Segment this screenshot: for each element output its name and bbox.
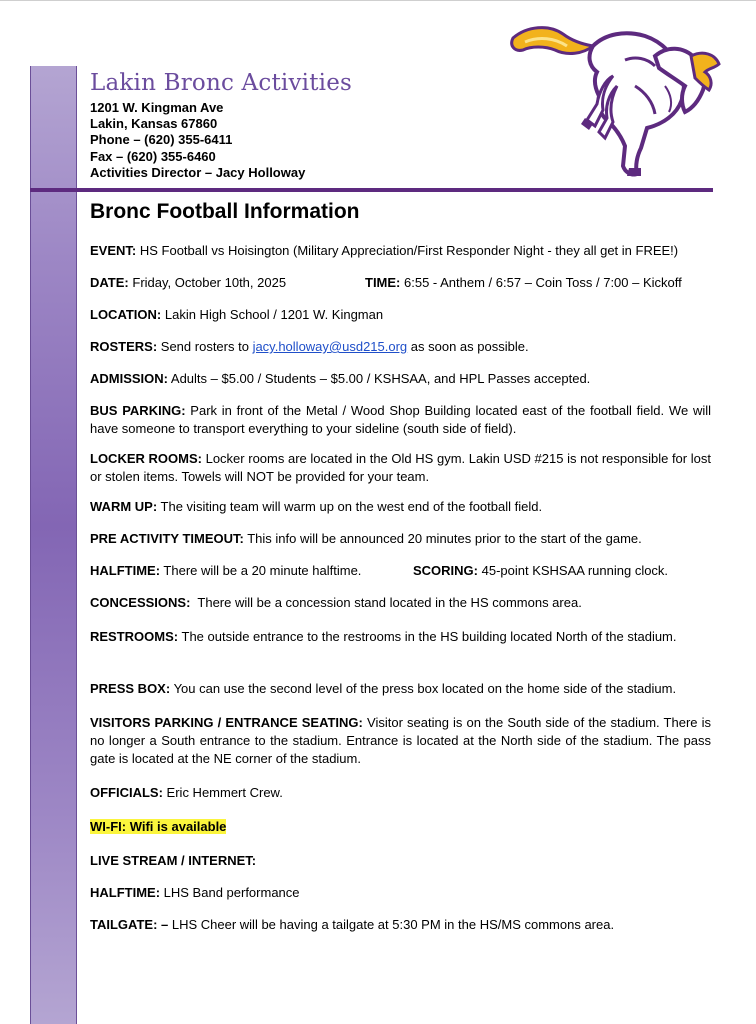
officials-label: OFFICIALS: [90, 785, 163, 800]
press-box-label: PRESS BOX: [90, 681, 171, 696]
location-value: Lakin High School / 1201 W. Kingman [161, 307, 384, 322]
location-label: LOCATION: [90, 307, 162, 322]
visitors-parking-label: VISITORS PARKING / ENTRANCE SEATING: [90, 715, 363, 730]
locker-rooms-value: Locker rooms are located in the Old HS gym. Lakin USD #215 is not responsible for lost or stolen items. Towels will NOT be provided for your team. [90, 451, 711, 484]
location-row [90, 306, 383, 324]
tailgate-value: LHS Cheer will be having a tailgate at 5:30 PM in the HS/MS commons area. [168, 917, 615, 932]
halftime-show-value: LHS Band performance [160, 885, 300, 900]
press-box-value: You can use the second level of the press box located on the home side of the stadium. [170, 681, 677, 696]
concessions-label: CONCESSIONS: [90, 595, 191, 610]
rosters-text-before: Send rosters to [157, 339, 253, 354]
header-divider [30, 188, 713, 192]
org-title: Lakin Bronc Activities [90, 70, 353, 96]
date-label: DATE: [90, 275, 129, 290]
press-box-row [90, 680, 676, 698]
concessions-value: There will be a concession stand located in the HS commons area. [190, 595, 582, 610]
halftime-scoring-row [90, 562, 668, 580]
rosters-row [90, 338, 529, 356]
wifi-row [90, 818, 226, 836]
admission-value: Adults – $5.00 / Students – $5.00 / KSHSAA, and HPL Passes accepted. [168, 371, 591, 386]
date-time-row [90, 274, 682, 292]
page-title: Bronc Football Information [90, 200, 360, 223]
live-stream-row [90, 852, 256, 870]
locker-rooms-label: LOCKER ROOMS: [90, 451, 202, 466]
halftime-label: HALFTIME: [90, 563, 161, 578]
pre-activity-label: PRE ACTIVITY TIMEOUT: [90, 531, 244, 546]
warm-up-row [90, 498, 542, 516]
admission-label: ADMISSION: [90, 371, 168, 386]
top-border [0, 0, 756, 1]
time-label: TIME: [365, 275, 401, 290]
address-line: 1201 W. Kingman Ave [90, 100, 224, 115]
purple-sidebar-bar [30, 66, 77, 1024]
fax-line: Fax – (620) 355-6460 [90, 148, 216, 164]
admission-row [90, 370, 590, 388]
scoring-label: SCORING: [413, 563, 478, 578]
officials-row [90, 784, 283, 802]
halftime-value: There will be a 20 minute halftime. [160, 563, 362, 578]
restrooms-row [90, 628, 711, 646]
pre-activity-value: This info will be announced 20 minutes prior to the start of the game. [243, 531, 642, 546]
contact-block [90, 100, 305, 181]
live-stream-label: LIVE STREAM / INTERNET: [90, 853, 257, 868]
officials-value: Eric Hemmert Crew. [162, 785, 283, 800]
event-label: EVENT: [90, 243, 137, 258]
director-line: Activities Director – Jacy Holloway [90, 164, 306, 180]
event-value: HS Football vs Hoisington (Military Appreciation/First Responder Night - they all get in FREE!) [136, 243, 679, 258]
tailgate-row [90, 916, 614, 934]
city-line: Lakin, Kansas 67860 [90, 116, 218, 132]
warm-up-value: The visiting team will warm up on the west end of the football field. [157, 499, 543, 514]
tailgate-label: TAILGATE: – [90, 917, 169, 932]
bus-parking-value: Park in front of the Metal / Wood Shop Building located east of the football field. We will have someone to transport everything to your sideline (south side of field). [90, 403, 711, 436]
pre-activity-row [90, 530, 642, 548]
rosters-label: ROSTERS: [90, 339, 158, 354]
visitors-parking-row [90, 714, 711, 768]
restrooms-label: RESTROOMS: [90, 629, 179, 644]
rosters-text-after: as soon as possible. [407, 339, 529, 354]
wifi-highlight: WI-FI: Wifi is available [90, 819, 227, 834]
date-value: Friday, October 10th, 2025 [128, 275, 287, 290]
restrooms-value: The outside entrance to the restrooms in the HS building located North of the stadium. [178, 629, 677, 644]
event-row [90, 242, 678, 260]
bus-parking-label: BUS PARKING: [90, 403, 186, 418]
warm-up-label: WARM UP: [90, 499, 158, 514]
bus-parking-row [90, 402, 711, 438]
phone-line: Phone – (620) 355-6411 [90, 132, 233, 148]
scoring-value: 45-point KSHSAA running clock. [478, 563, 669, 578]
visitors-parking-value: Visitor seating is on the South side of the stadium. There is no longer a South entrance to the stadium. Entrance is located at the North side of the stadium. The pass gate is located at the NE corner of the stadium. [90, 715, 712, 766]
locker-rooms-row [90, 450, 711, 486]
concessions-row [90, 594, 582, 612]
bronco-horse-mascot-icon [505, 16, 721, 184]
halftime-show-row [90, 884, 300, 902]
halftime-show-label: HALFTIME: [90, 885, 161, 900]
time-value: 6:55 - Anthem / 6:57 – Coin Toss / 7:00 – Kickoff [400, 275, 682, 290]
email-link[interactable]: jacy.holloway@usd215.org [252, 339, 408, 354]
